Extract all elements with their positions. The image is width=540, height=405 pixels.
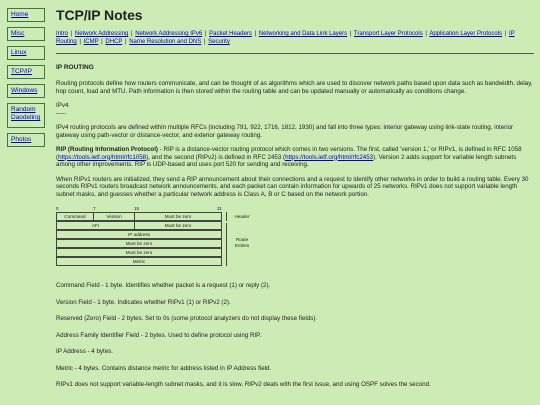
- topnav-link-icmp[interactable]: ICMP: [83, 39, 99, 45]
- bit-ruler: [56, 206, 222, 211]
- header-label: Header: [234, 214, 250, 219]
- diagram-row-metric: Metric: [56, 257, 222, 266]
- topnav-link-application-layer[interactable]: Application Layer Protocols: [429, 31, 503, 37]
- sidebar-item-windows[interactable]: Windows: [7, 84, 45, 98]
- rip-text-1: - RIP is a distance-vector routing protocol which comes in two versions. The first, called 'version 1,' or RIPv1, is defined in RFC 1058 (: [56, 146, 522, 161]
- ruler-tick-31: 31: [217, 206, 223, 211]
- cell-version: Version: [94, 213, 135, 220]
- nav-separator: |: [203, 39, 206, 45]
- nav-separator: |: [130, 31, 133, 37]
- page-title: TCP/IP Notes: [56, 7, 143, 23]
- rip-packet-diagram: [56, 206, 256, 276]
- section-title: IP ROUTING: [56, 64, 94, 71]
- field-afi: Address Family Identifier Field - 2 bytes. Used to define protocol using RIP.: [56, 331, 262, 339]
- topnav-link-intro[interactable]: Intro: [56, 31, 69, 37]
- sidebar-item-misc[interactable]: Misc: [7, 27, 45, 41]
- nav-separator: |: [79, 39, 81, 45]
- sidebar-nav: [7, 8, 47, 152]
- cell-must-be-zero: Must be zero: [164, 214, 192, 219]
- ripv1-paragraph: When RIPv1 routers are initialized, they send a RIP announcement about their connections and a request to identify other networks in order to build a routing table. Every 30 seconds RIPv1 routers broadcast network announcements, and each packet can contain information for upwards of 25 networks. RIPv1 does not support variable length subnet masks, and guesses whether a particular network address is Class A, B or C based on the network portion.: [56, 175, 529, 198]
- header-brace: [226, 212, 227, 221]
- topnav-link-name-resolution-dns[interactable]: Name Resolution and DNS: [129, 39, 202, 45]
- topnav-link-dhcp[interactable]: DHCP: [105, 39, 123, 45]
- field-command: Command Field - 1 byte. Identifies whether packet is a request (1) or reply (2).: [56, 282, 271, 289]
- ipv4-paragraph: IPv4 routing protocols are defined within multiple RFCs (including 791, 922, 1716, 1812, 1930) and fall into three types: interior gateway using link-state routing, interior gateway using path-vector or distance-vector, and exterior gateway routing.: [56, 124, 514, 139]
- sidebar-item-home[interactable]: Home: [7, 8, 45, 22]
- nav-separator: |: [124, 39, 127, 45]
- field-ip-address: IP Address - 4 bytes.: [56, 348, 113, 355]
- diagram-row-1: [56, 212, 222, 221]
- ruler-tick-0: 0: [56, 206, 59, 211]
- nav-separator: |: [101, 39, 103, 45]
- topnav-link-ip-routing[interactable]: IP Routing: [56, 31, 515, 45]
- diagram-row-must-be-zero: Must be zero: [56, 239, 222, 248]
- nav-separator: |: [349, 31, 352, 37]
- rip-paragraph: [56, 146, 534, 169]
- header-divider: [56, 53, 534, 54]
- ripv1-limitations: RIPv1 does not support variable-length subnet masks, and it is slow. RIPv2 deals with the first issue, and using OSPF solves the second.: [56, 381, 431, 388]
- cell-afi: AFI: [57, 222, 135, 229]
- ipv4-heading-underline: -----: [56, 109, 67, 117]
- nav-separator: |: [425, 31, 427, 37]
- nav-separator: |: [204, 31, 207, 37]
- field-reserved: Reserved (Zero) Field - 2 bytes. Set to 0s (some protocol analyzers do not display these fields).: [56, 315, 318, 322]
- topnav-link-transport-layer[interactable]: Transport Layer Protocols: [353, 31, 423, 37]
- sidebar-item-linux[interactable]: Linux: [7, 46, 45, 60]
- nav-separator: |: [70, 31, 73, 37]
- rip-label: RIP (Routing Information Protocol): [56, 146, 158, 153]
- topnav-link-packet-headers[interactable]: Packet Headers: [209, 31, 252, 37]
- rfc2453-link[interactable]: https://tools.ietf.org/html/rfc2453: [285, 153, 374, 161]
- topnav-link-network-addressing[interactable]: Network Addressing: [74, 31, 129, 37]
- intro-paragraph: Routing protocols define how routers communicate, and can be thought of as algorithms which are used to discover network paths based upon data such as bandwidth, delay, hop count, load and MTU. Path information is then stored within the routing table and can be updated manually or automatically as conditions change.: [56, 80, 533, 95]
- field-metric: Metric - 4 bytes. Contains distance metric for address listed in IP Address field.: [56, 364, 272, 372]
- rip-text-3: ). Version 2 adds support for variable length subnets among other improvements. RIP is UDP-based and uses port 520 for sending and receiving.: [56, 153, 517, 168]
- sidebar-item-random-daodeling[interactable]: Random Daodeling: [7, 103, 45, 128]
- field-version: Version Field - 1 byte. Indicates whether RIPv1 (1) or RIPv2 (2).: [56, 298, 231, 306]
- main-content: [56, 6, 534, 389]
- cell-command: Command: [57, 213, 94, 220]
- diagram-row-must-be-zero: Must be zero: [56, 248, 222, 257]
- topnav-link-security[interactable]: Security: [208, 39, 230, 45]
- sidebar-item-tcpip[interactable]: TCP/IP: [7, 65, 45, 79]
- sidebar-item-photos[interactable]: Photos: [7, 133, 45, 147]
- nav-separator: |: [254, 31, 257, 37]
- rfc1058-link[interactable]: https://tools.ietf.org/html/rfc1058: [58, 153, 147, 161]
- topnav-link-network-addressing-ipv6[interactable]: Network Addressing IPv6: [135, 31, 203, 37]
- cell-must-be-zero: Must be zero: [164, 223, 192, 228]
- ipv4-heading: IPv4: [56, 102, 69, 109]
- diagram-row-ip-address: IP address: [56, 230, 222, 239]
- ruler-tick-7: 7: [93, 206, 96, 211]
- topnav-link-networking-data-link[interactable]: Networking and Data Link Layers: [258, 31, 348, 37]
- ruler-tick-15: 15: [134, 206, 140, 211]
- diagram-row-2: [56, 221, 222, 230]
- route-entries-label: Route Entries: [234, 237, 250, 248]
- nav-separator: |: [504, 31, 507, 37]
- route-entries-brace: [226, 223, 227, 266]
- rip-text-2: ), and the second (RIPv2) is defined in RFC 2453 (: [146, 153, 286, 161]
- top-navigation: [56, 30, 534, 46]
